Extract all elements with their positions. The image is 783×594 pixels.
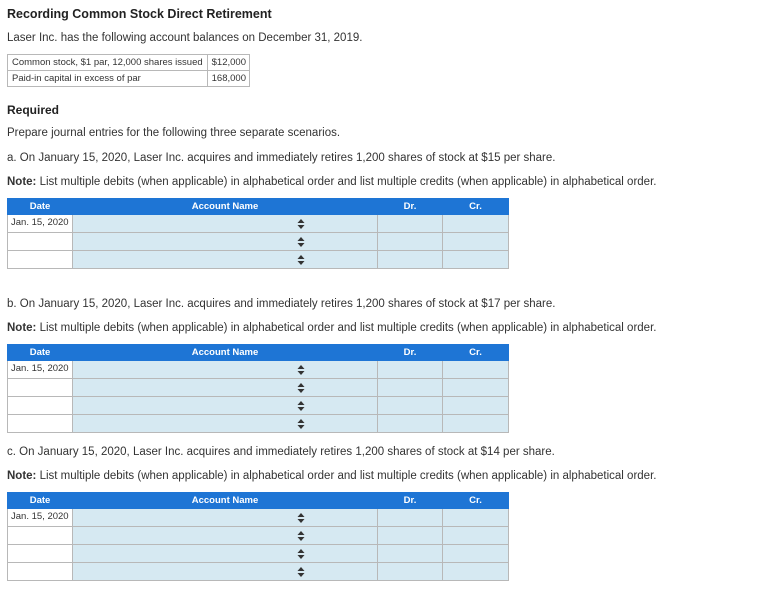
credit-input[interactable] [443,545,509,563]
note-label: Note: [7,470,37,482]
credit-header: Cr. [443,345,509,361]
debit-input[interactable] [378,509,443,527]
table-row [8,233,509,251]
credit-input[interactable] [443,397,509,415]
account-name-select[interactable] [73,215,378,233]
credit-input[interactable] [443,415,509,433]
select-arrows-icon[interactable] [297,419,305,429]
scenario-c-note [7,470,656,482]
select-arrows-icon[interactable] [297,383,305,393]
instructions-text: Prepare journal entries for the following three separate scenarios. [7,127,341,139]
table-row [8,379,509,397]
select-arrows-icon[interactable] [297,219,305,229]
scenario-b-prompt: b. On January 15, 2020, Laser Inc. acquires and immediately retires 1,200 shares of stock at $17 per share. [7,298,556,310]
date-cell[interactable] [8,251,73,269]
balance-label: Common stock, $1 par, 12,000 shares issued [8,55,208,71]
debit-header: Dr. [378,345,443,361]
account-name-select[interactable] [73,509,378,527]
intro-text: Laser Inc. has the following account balances on December 31, 2019. [7,32,363,44]
table-row [8,251,509,269]
credit-input[interactable] [443,361,509,379]
note-label: Note: [7,322,37,334]
date-cell[interactable] [8,379,73,397]
account-header: Account Name [73,493,378,509]
account-name-select[interactable] [73,415,378,433]
credit-input[interactable] [443,527,509,545]
account-name-select[interactable] [73,233,378,251]
debit-header: Dr. [378,493,443,509]
debit-input[interactable] [378,563,443,581]
scenario-a-note [7,176,656,188]
account-name-select[interactable] [73,545,378,563]
date-cell[interactable] [8,527,73,545]
debit-input[interactable] [378,251,443,269]
date-cell: Jan. 15, 2020 [8,509,73,527]
account-header: Account Name [73,199,378,215]
table-row [8,545,509,563]
account-name-select[interactable] [73,563,378,581]
select-arrows-icon[interactable] [297,567,305,577]
account-header: Account Name [73,345,378,361]
table-row [8,563,509,581]
table-row [8,361,509,379]
credit-header: Cr. [443,493,509,509]
balance-value: 168,000 [207,71,249,87]
table-row [8,71,250,87]
scenario-b-note [7,322,656,334]
balances-table [7,54,250,87]
credit-input[interactable] [443,509,509,527]
select-arrows-icon[interactable] [297,255,305,265]
note-text: List multiple debits (when applicable) in alphabetical order and list multiple credits (when applicable) in alphabetical order. [36,176,657,188]
table-row [8,55,250,71]
select-arrows-icon[interactable] [297,237,305,247]
required-heading: Required [7,103,60,117]
note-text: List multiple debits (when applicable) in alphabetical order and list multiple credits (when applicable) in alphabetical order. [36,322,657,334]
page-title: Recording Common Stock Direct Retirement [7,7,272,21]
debit-input[interactable] [378,527,443,545]
debit-header: Dr. [378,199,443,215]
table-header-row [8,199,509,215]
date-cell: Jan. 15, 2020 [8,215,73,233]
date-cell[interactable] [8,397,73,415]
account-name-select[interactable] [73,361,378,379]
date-cell[interactable] [8,415,73,433]
debit-input[interactable] [378,415,443,433]
table-row [8,527,509,545]
balance-value: $12,000 [207,55,249,71]
journal-table-b [7,344,509,433]
note-text: List multiple debits (when applicable) in alphabetical order and list multiple credits (when applicable) in alphabetical order. [36,470,657,482]
debit-input[interactable] [378,361,443,379]
credit-input[interactable] [443,233,509,251]
date-header: Date [8,345,73,361]
table-row [8,509,509,527]
credit-header: Cr. [443,199,509,215]
credit-input[interactable] [443,251,509,269]
note-label: Note: [7,176,37,188]
scenario-c-prompt: c. On January 15, 2020, Laser Inc. acquires and immediately retires 1,200 shares of stock at $14 per share. [7,446,555,458]
scenario-a-prompt: a. On January 15, 2020, Laser Inc. acquires and immediately retires 1,200 shares of stock at $15 per share. [7,152,556,164]
credit-input[interactable] [443,563,509,581]
debit-input[interactable] [378,545,443,563]
account-name-select[interactable] [73,251,378,269]
debit-input[interactable] [378,379,443,397]
account-name-select[interactable] [73,397,378,415]
table-row [8,415,509,433]
table-row [8,215,509,233]
journal-table-a [7,198,509,269]
debit-input[interactable] [378,233,443,251]
date-header: Date [8,493,73,509]
credit-input[interactable] [443,215,509,233]
select-arrows-icon[interactable] [297,365,305,375]
table-row [8,397,509,415]
debit-input[interactable] [378,397,443,415]
date-cell[interactable] [8,545,73,563]
select-arrows-icon[interactable] [297,549,305,559]
table-header-row [8,493,509,509]
balance-label: Paid-in capital in excess of par [8,71,208,87]
credit-input[interactable] [443,379,509,397]
account-name-select[interactable] [73,379,378,397]
date-cell[interactable] [8,233,73,251]
select-arrows-icon[interactable] [297,513,305,523]
select-arrows-icon[interactable] [297,401,305,411]
date-header: Date [8,199,73,215]
date-cell: Jan. 15, 2020 [8,361,73,379]
account-name-select[interactable] [73,527,378,545]
table-header-row [8,345,509,361]
date-cell[interactable] [8,563,73,581]
journal-table-c [7,492,509,581]
select-arrows-icon[interactable] [297,531,305,541]
debit-input[interactable] [378,215,443,233]
